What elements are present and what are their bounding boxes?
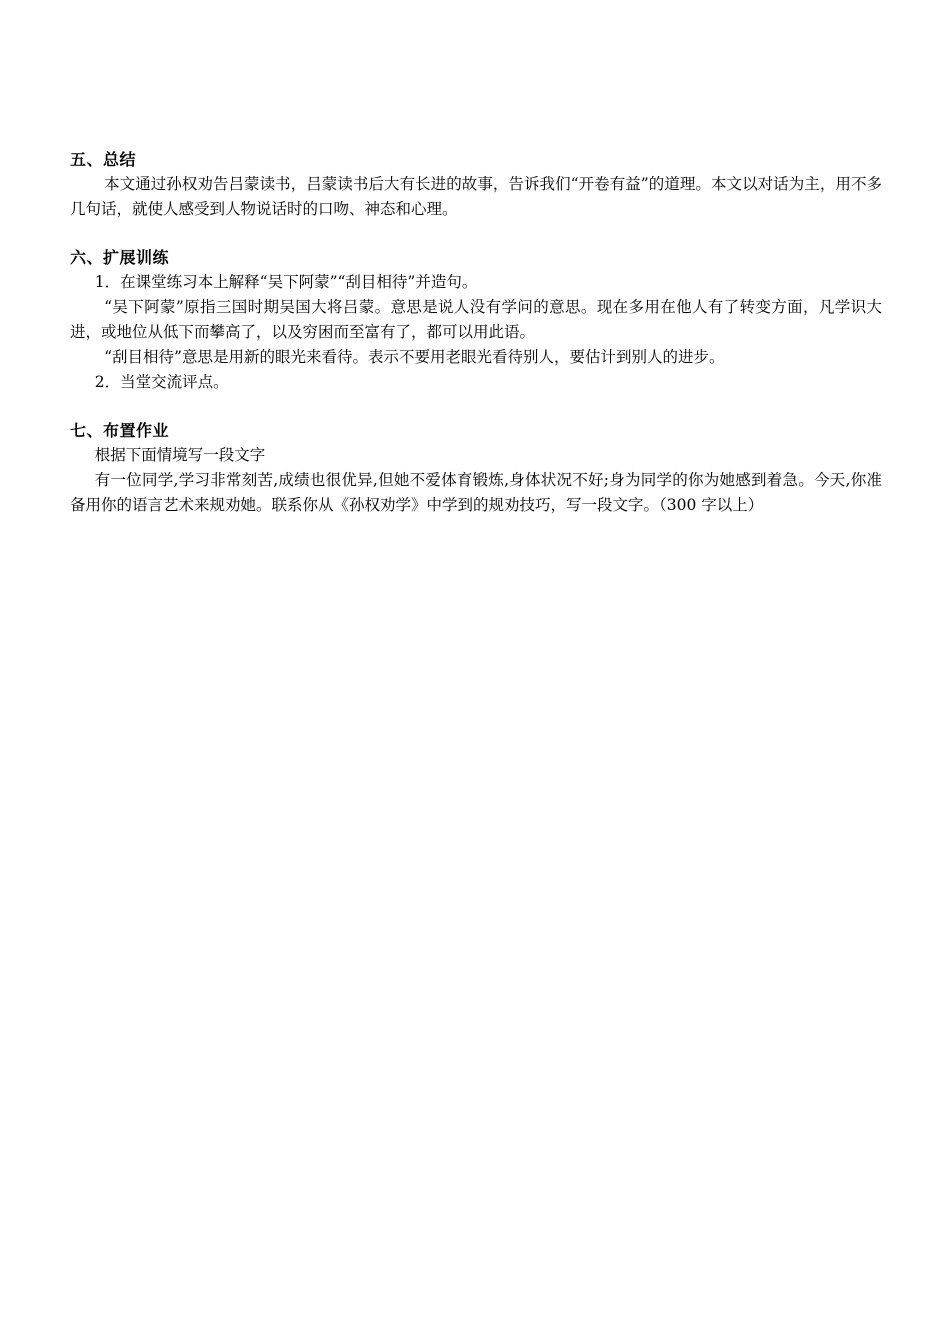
section-spacer <box>70 395 882 419</box>
section-spacer <box>70 222 882 246</box>
homework-paragraph: 有一位同学,学习非常刻苦,成绩也很优异,但她不爱体育锻炼,身体状况不好;身为同学的你为她感到着急。今天,你准备用你的语言艺术来规劝她。联系你从《孙权劝学》中学到的规劝技巧，写一段文字。（300 字以上） <box>70 471 882 514</box>
extension-item-1: 1．在课堂练习本上解释“吴下阿蒙”“刮目相待”并造句。 <box>94 273 478 291</box>
extension-heading: 六、扩展训练 <box>70 248 170 267</box>
extension-item-3: “刮目相待”意思是用新的眼光来看待。表示不要用老眼光看待别人，要估计到别人的进步。 <box>104 348 725 366</box>
summary-section <box>70 148 882 222</box>
homework-section <box>70 419 882 518</box>
extension-item-2: “吴下阿蒙”原指三国时期吴国大将吕蒙。意思是说人没有学问的意思。现在多用在他人有了转变方面，凡学识大进，或地位从低下而攀高了，以及穷困而至富有了，都可以用此语。 <box>70 298 882 341</box>
extension-item-4: 2．当堂交流评点。 <box>94 373 229 391</box>
extension-section <box>70 246 882 395</box>
summary-paragraph: 本文通过孙权劝告吕蒙读书，吕蒙读书后大有长进的故事，告诉我们“开卷有益”的道理。本文以对话为主，用不多几句话，就使人感受到人物说话时的口吻、神态和心理。 <box>70 175 882 218</box>
document-page <box>70 148 882 518</box>
summary-heading: 五、总结 <box>70 150 137 169</box>
homework-heading: 七、布置作业 <box>70 421 170 440</box>
homework-intro: 根据下面情境写一段文字 <box>94 446 266 464</box>
